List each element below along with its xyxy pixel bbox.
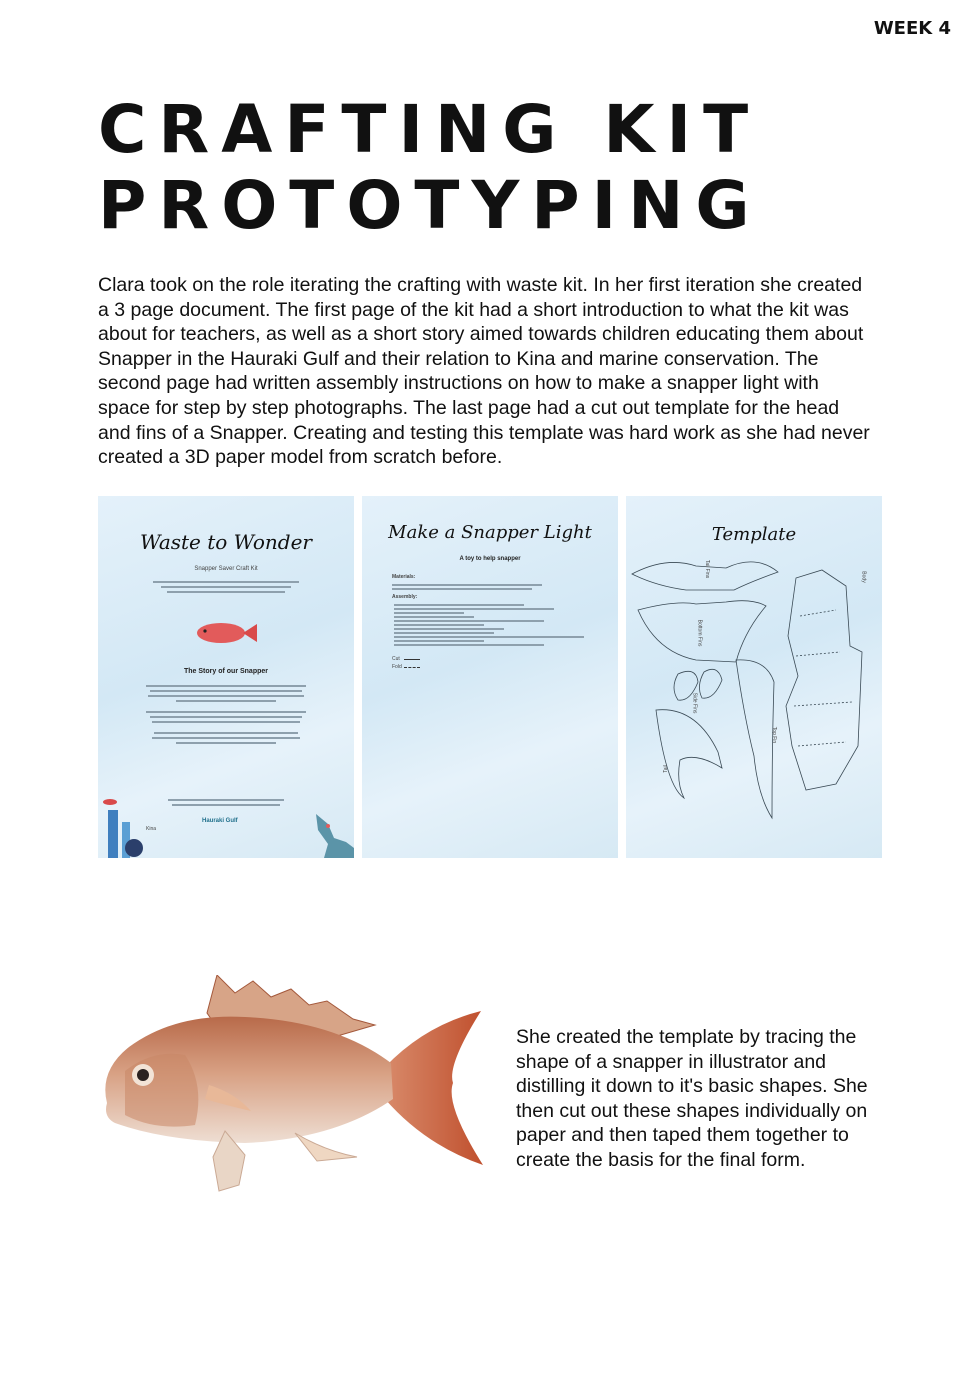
page1-intro-lines xyxy=(153,578,299,596)
page1-subtitle: Snapper Saver Craft Kit xyxy=(194,566,258,572)
top-fin-label: Top Fin xyxy=(771,726,778,744)
fold-line-sample xyxy=(404,667,420,668)
page2-title: Make a Snapper Light xyxy=(388,522,592,543)
template-pieces xyxy=(626,556,882,856)
side-fins-label: Side Fins xyxy=(691,692,698,714)
assembly-label: Assembly: xyxy=(392,594,418,600)
title-line-1: CRAFTING KIT xyxy=(98,91,761,168)
nz-map-illustration xyxy=(306,814,354,858)
title-line-2: PROTOTYPING xyxy=(98,167,762,244)
materials-label: Materials: xyxy=(392,574,416,580)
page3-title: Template xyxy=(711,524,797,545)
tail-fins-label: Tail Fins xyxy=(704,559,711,579)
page1-footer-lines xyxy=(168,796,284,809)
fold-legend: Fold xyxy=(392,664,402,670)
tail-label: Tail xyxy=(662,765,669,773)
side-paragraph: She created the template by tracing the shape of a snapper in illustrator and distilling it down to it's basic shapes. She then cut out these shapes individually on paper and then taped them together to create the basis for the final form. xyxy=(516,1026,868,1171)
cut-line-sample xyxy=(404,659,420,660)
page1-title: Waste to Wonder xyxy=(140,530,312,554)
hauraki-gulf-logo: Hauraki Gulf xyxy=(202,818,238,824)
cut-legend: Cut xyxy=(392,656,400,662)
materials-lines xyxy=(392,582,542,592)
bottom-fins-label: Bottom Fins xyxy=(696,619,703,647)
page-title xyxy=(98,92,762,244)
body-label: Body xyxy=(860,571,867,583)
kina-label: Kina xyxy=(146,826,157,832)
coral-illustration xyxy=(98,792,148,858)
intro-paragraph: Clara took on the role iterating the crafting with waste kit. In her first iteration she created a 3 page document. The first page of the kit had a short introduction to what the kit was about for teachers, as well as a short story aimed towards children educating them about Snapper in the Hauraki Gulf and their relation to Kina and marine conservation. The second page had written assembly instructions on how to make a snapper light with space for step by step photographs. The last page had a cut out template for the head and fins of a Snapper. Creating and testing this template was hard work as she had never created a 3D paper model from scratch before. xyxy=(98,274,870,469)
page1-story-lines xyxy=(146,682,306,747)
kit-page-waste-to-wonder xyxy=(98,496,354,858)
kit-page-template xyxy=(626,496,882,858)
page1-story-heading: The Story of our Snapper xyxy=(183,668,268,675)
kit-page-make-a-snapper-light xyxy=(362,496,618,858)
assembly-lines xyxy=(394,602,584,648)
week-label: WEEK 4 xyxy=(873,18,951,39)
snapper-illustration xyxy=(193,618,259,648)
snapper-photo xyxy=(95,975,485,1195)
page2-subtitle: A toy to help snapper xyxy=(459,556,521,562)
